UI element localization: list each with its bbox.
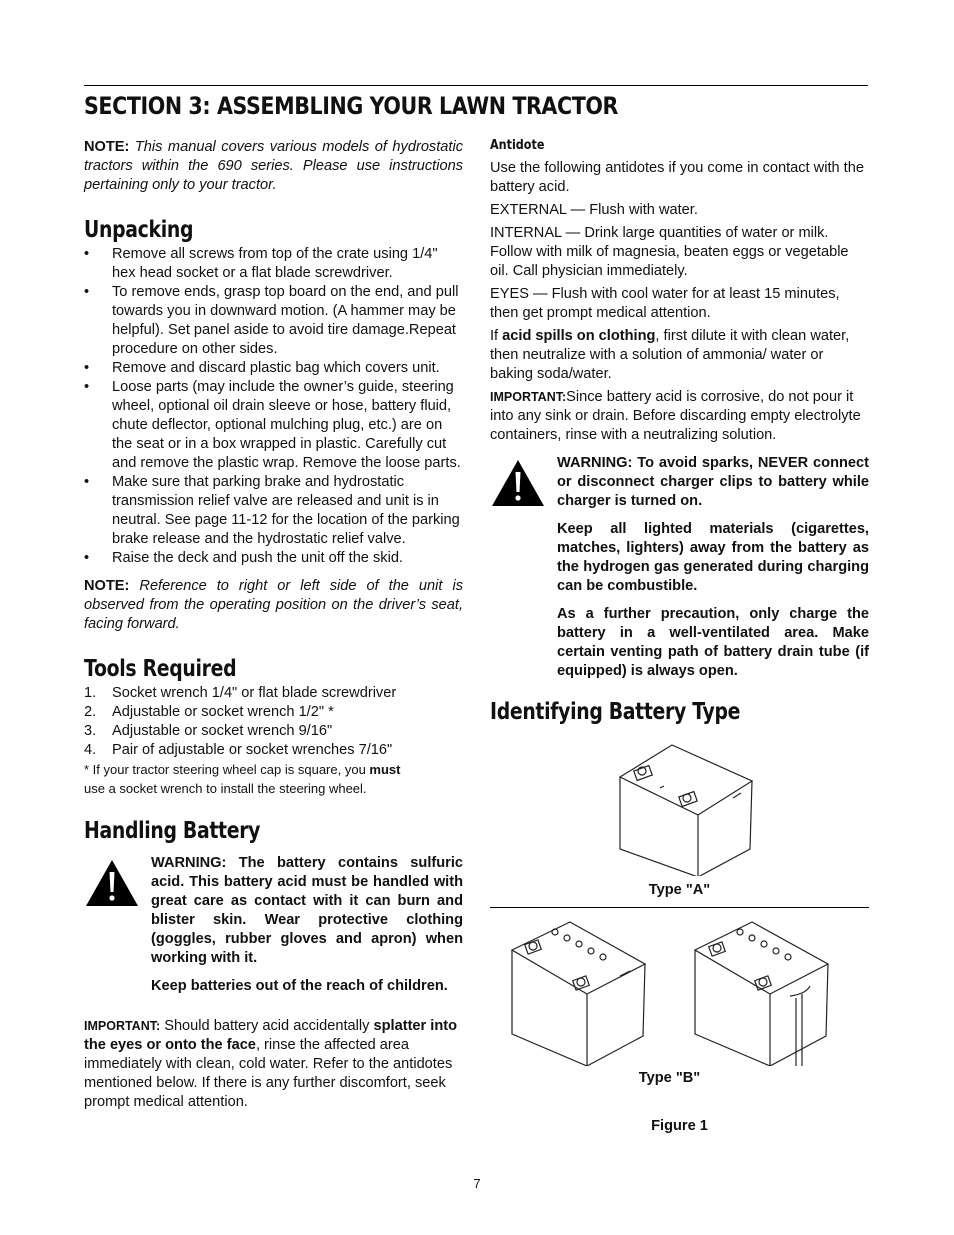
- list-item: 4. Pair of adjustable or socket wrenches 7/16": [84, 742, 393, 758]
- list-item: 2. Adjustable or socket wrench 1/2" *: [84, 704, 334, 720]
- list-item: • Make sure that parking brake and hydrostatic transmission relief valve are released and unit is in neutral. See page 11-12 for the location of the parking brake release and the hydrostatic relief valve.: [84, 474, 460, 547]
- antidote-important: IMPORTANT:Since battery acid is corrosive, do not pour it into any sink or drain. Before discarding empty electrolyte containers, rinse with a neutralizing solution.: [490, 389, 861, 443]
- figure-divider: [490, 907, 869, 908]
- lighted-materials-paragraph: Keep all lighted materials (cigarettes, matches, lighters) away from the battery as the hydrogen gas generated during charging can be combustible.: [557, 521, 869, 594]
- tools-heading: Tools Required: [84, 656, 237, 682]
- right-column: [490, 138, 869, 1134]
- unpacking-heading: Unpacking: [84, 217, 194, 243]
- tools-footnote: * If your tractor steering wheel cap is square, you must use a socket wrench to install the steering wheel.: [84, 762, 401, 796]
- list-item: 3. Adjustable or socket wrench 9/16": [84, 723, 333, 739]
- note-label: NOTE:: [84, 578, 130, 594]
- warning-triangle-icon: [490, 454, 557, 681]
- antidote-intro: Use the following antidotes if you come in contact with the battery acid.: [490, 160, 864, 195]
- antidote-internal: INTERNAL — Drink large quantities of water or milk. Follow with milk of magnesia, beaten eggs or vegetable oil. Call physician immediately.: [490, 225, 849, 279]
- note-label: NOTE:: [84, 139, 130, 155]
- charging-warning: [490, 454, 869, 681]
- top-rule: [84, 85, 868, 86]
- type-a-caption: Type "A": [648, 882, 711, 898]
- warning-text: [151, 854, 463, 996]
- keep-away-paragraph: Keep batteries out of the reach of children.: [151, 978, 448, 994]
- unpacking-list: [84, 245, 463, 568]
- acid-warning: [84, 854, 463, 996]
- important-splatter: IMPORTANT: Should battery acid accidentally splatter into the eyes or onto the face, rinse the affected area immediately with clean, cold water. Refer to the antidotes mentioned below. If there is any further discomfort, seek prompt medical attention.: [84, 1018, 458, 1110]
- identifying-heading: Identifying Battery Type: [490, 699, 741, 725]
- list-item: • To remove ends, grasp top board on the end, and pull towards you in downward motion. (A hammer may be helpful). Set panel aside to avoid tire damage.Repeat procedure on other sides.: [84, 284, 459, 357]
- list-item: 1. Socket wrench 1/4" or flat blade screwdriver: [84, 685, 397, 701]
- note-text: Reference to right or left side of the unit is observed from the operating position on the driver’s seat, facing forward.: [84, 578, 463, 632]
- battery-type-b-illustration: [490, 916, 869, 1066]
- ventilation-paragraph: As a further precaution, only charge the battery in a well-ventilated area. Make certain venting path of battery drain tube (if equipped) is always open.: [557, 606, 869, 679]
- note-orientation: [84, 577, 463, 634]
- warning-triangle-icon: [84, 854, 151, 996]
- antidote-eyes: EYES — Flush with cool water for at least 15 minutes, then get prompt medical attention.: [490, 286, 840, 321]
- page-number: 7: [473, 1176, 481, 1191]
- handling-heading: Handling Battery: [84, 818, 261, 844]
- warning-text: [557, 454, 869, 681]
- list-item: • Remove all screws from top of the crate using 1/4" hex head socket or a flat blade screwdriver.: [84, 246, 438, 281]
- section-title: SECTION 3: ASSEMBLING YOUR LAWN TRACTOR: [84, 92, 618, 120]
- antidote-external: EXTERNAL — Flush with water.: [490, 202, 698, 218]
- list-item: • Loose parts (may include the owner’s guide, steering wheel, optional oil drain sleeve or hose, battery fluid, chute deflector, optional mulching plug, etc.) are on the seat or in a box wrapped in plastic. Carefully cut and remove the plastic wrap. Remove the loose parts.: [84, 379, 461, 471]
- type-b-caption: Type "B": [638, 1070, 701, 1086]
- antidote-heading: Antidote: [490, 138, 545, 153]
- figure-caption: Figure 1: [651, 1118, 708, 1134]
- warning-paragraph: WARNING: The battery contains sulfuric acid. This battery acid must be handled with great care as contact with it can burn and blister skin. Wear protective clothing (goggles, rubber gloves and apron) when working with it.: [151, 855, 463, 966]
- tools-list: [84, 684, 463, 760]
- sparks-paragraph: WARNING: To avoid sparks, NEVER connect or disconnect charger clips to battery while charger is turned on.: [557, 455, 869, 509]
- battery-type-a-illustration: [490, 741, 869, 876]
- note-intro: [84, 138, 463, 195]
- antidote-clothing: If acid spills on clothing, first dilute it with clean water, then neutralize with a solution of ammonia/ water or baking soda/water.: [490, 328, 850, 382]
- left-column: [84, 138, 463, 1112]
- note-text: This manual covers various models of hydrostatic tractors within the 690 series. Please use instructions pertaining only to your tractor.: [84, 139, 463, 193]
- list-item: • Raise the deck and push the unit off the skid.: [84, 550, 403, 566]
- list-item: • Remove and discard plastic bag which covers unit.: [84, 360, 440, 376]
